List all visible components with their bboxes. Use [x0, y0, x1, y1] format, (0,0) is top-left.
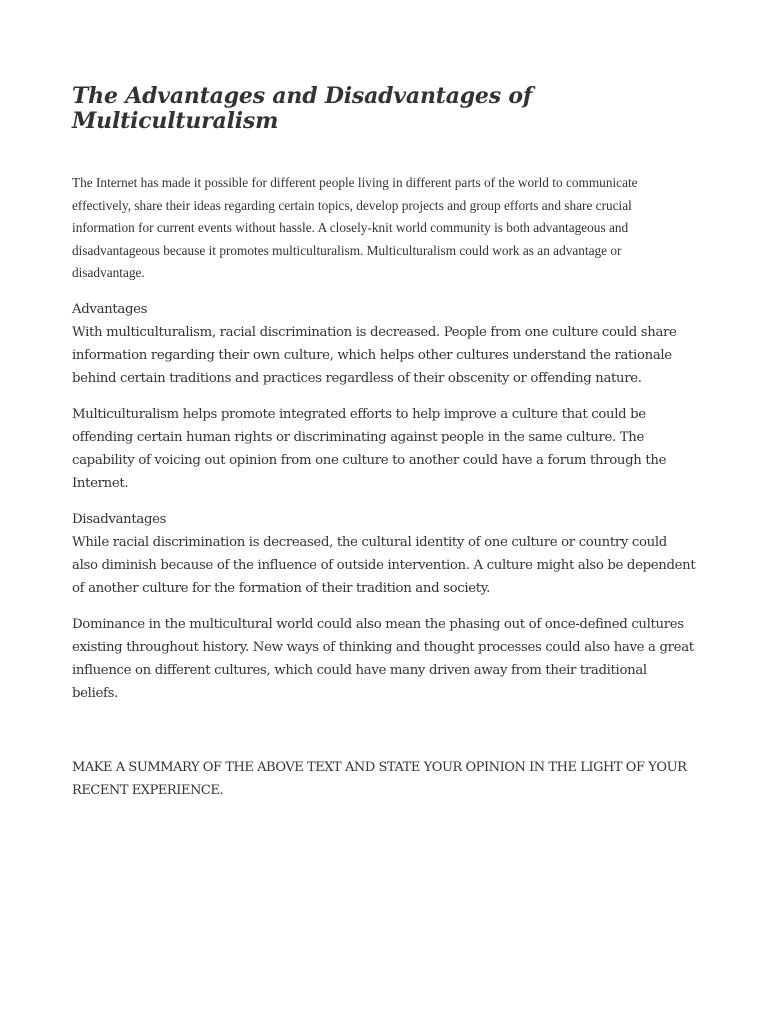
disadvantages-heading: Disadvantages: [72, 511, 167, 527]
assignment-prompt: MAKE A SUMMARY OF THE ABOVE TEXT AND STATE YOUR OPINION IN THE LIGHT OF YOUR RECENT EXPERIENCE.: [72, 759, 687, 798]
disadvantages-section: [72, 508, 696, 705]
advantages-section: [72, 298, 696, 495]
document-title: The Advantages and Disadvantages of Multiculturalism: [72, 83, 533, 134]
advantages-paragraph-2: Multiculturalism helps promote integrated efforts to help improve a culture that could be offending certain human rights or discriminating against people in the same culture. The capability of voicing out opinion from one culture to another could have a forum through the Internet.: [72, 406, 667, 491]
advantages-heading: Advantages: [72, 301, 148, 317]
intro-paragraph: The Internet has made it possible for different people living in different parts of the world to communicate effectively, share their ideas regarding certain topics, develop projects and group efforts and share crucial information for current events without hassle. A closely-knit world community is both advantageous and disadvantageous because it promotes multiculturalism. Multiculturalism could work as an advantage or disadvantage.: [72, 175, 638, 281]
document-page: [72, 84, 696, 815]
disadvantages-paragraph-2: Dominance in the multicultural world could also mean the phasing out of once-defined cultures existing throughout history. New ways of thinking and thought processes could also have a great influence on different cultures, which could have many driven away from their traditional beliefs.: [72, 616, 694, 701]
disadvantages-paragraph-1: While racial discrimination is decreased, the cultural identity of one culture or country could also diminish because of the influence of outside intervention. A culture might also be dependent of another culture for the formation of their tradition and society.: [72, 534, 696, 596]
advantages-paragraph-1: With multiculturalism, racial discrimination is decreased. People from one culture could share information regarding their own culture, which helps other cultures understand the rationale behind certain traditions and practices regardless of their obscenity or offending nature.: [72, 324, 677, 386]
